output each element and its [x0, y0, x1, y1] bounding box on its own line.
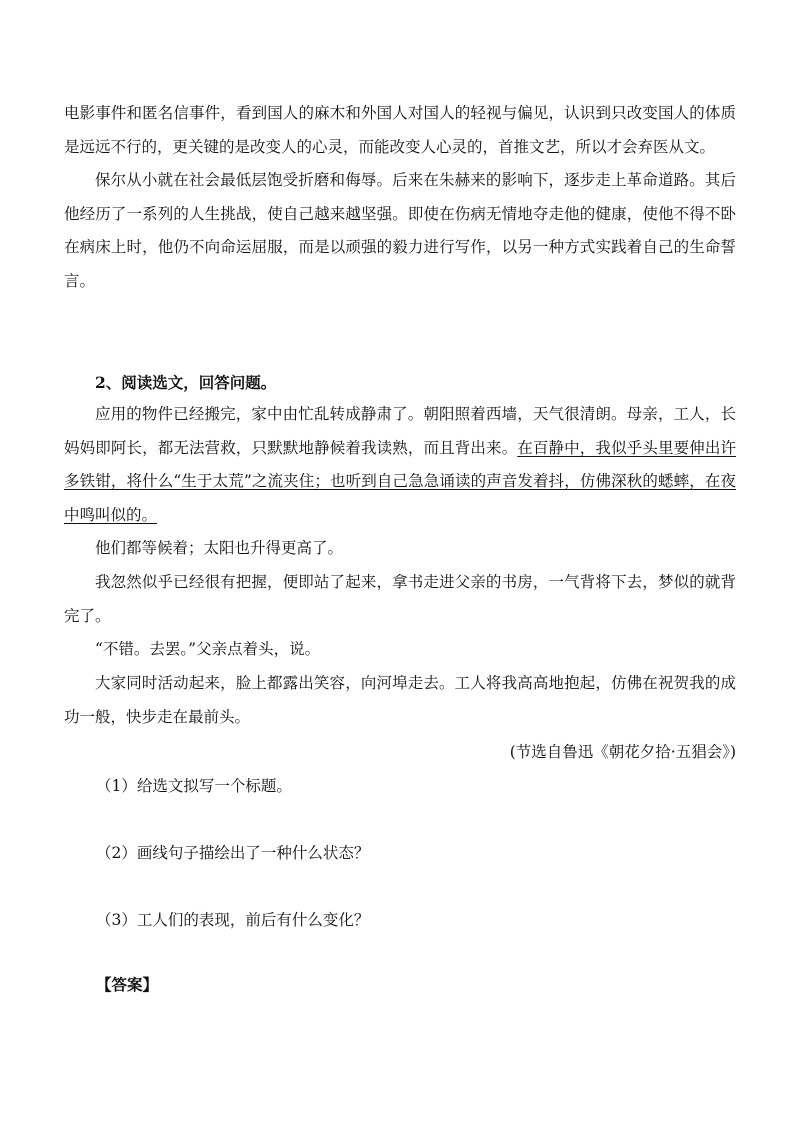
section-heading: 2、阅读选文，回答问题。: [95, 373, 277, 392]
passage-paragraph-3: 我忽然似乎已经很有把握，便即站了起来，拿书走进父亲的书房，一气背将下去，梦似的就背完了。: [64, 573, 736, 625]
passage-text: 应用的物件已经搬完，家中由忙乱转成静肃了。朝阳照着西墙，天气很清朗。母亲，工人，长妈妈即阿长，都无法营救，只默默地静候着我读熟，而且背出来。: [64, 405, 736, 457]
passage-paragraph-2: 他们都等候着；太阳也升得更高了。: [95, 539, 344, 557]
answer-label: 【答案】: [96, 975, 159, 994]
question-1: （1）给选文拟写一个标题。: [96, 777, 292, 795]
source-citation: (节选自鲁迅《朝花夕拾·五猖会》): [509, 743, 736, 761]
passage-paragraph-1: [64, 398, 736, 532]
intro-paragraph-1: 电影事件和匿名信事件，看到国人的麻木和外国人对国人的轻视与偏见，认识到只改变国人的体质是远远不行的，更关键的是改变人的心灵，而能改变人心灵的，首推文艺，所以才会弃医从文。: [64, 104, 736, 156]
question-3: （3）工人们的表现，前后有什么变化？: [96, 911, 370, 929]
intro-paragraph-2: 保尔从小就在社会最低层饱受折磨和侮辱。后来在朱赫来的影响下，逐步走上革命道路。其后他经历了一系列的人生挑战，使自己越来越坚强。即使在伤病无情地夺走他的健康，使他不得不卧在病床上时，他仍不向命运屈服，而是以顽强的毅力进行写作，以另一种方式实践着自己的生命誓言。: [64, 171, 736, 290]
underlined-sentence: 在百静中，我似乎头里要伸出许多铁钳，将什么“生于太荒”之流夹住；也听到自己急急诵读的声音发着抖，仿佛深秋的蟋蟀，在夜中鸣叫似的。: [64, 438, 736, 524]
passage-paragraph-5: 大家同时活动起来，脸上都露出笑容，向河埠走去。工人将我高高地抱起，仿佛在祝贺我的成功一般，快步走在最前头。: [64, 674, 736, 726]
question-2: （2）画线句子描绘出了一种什么状态？: [96, 844, 370, 862]
passage-paragraph-4: “不错。去罢。”父亲点着头，说。: [95, 640, 321, 658]
